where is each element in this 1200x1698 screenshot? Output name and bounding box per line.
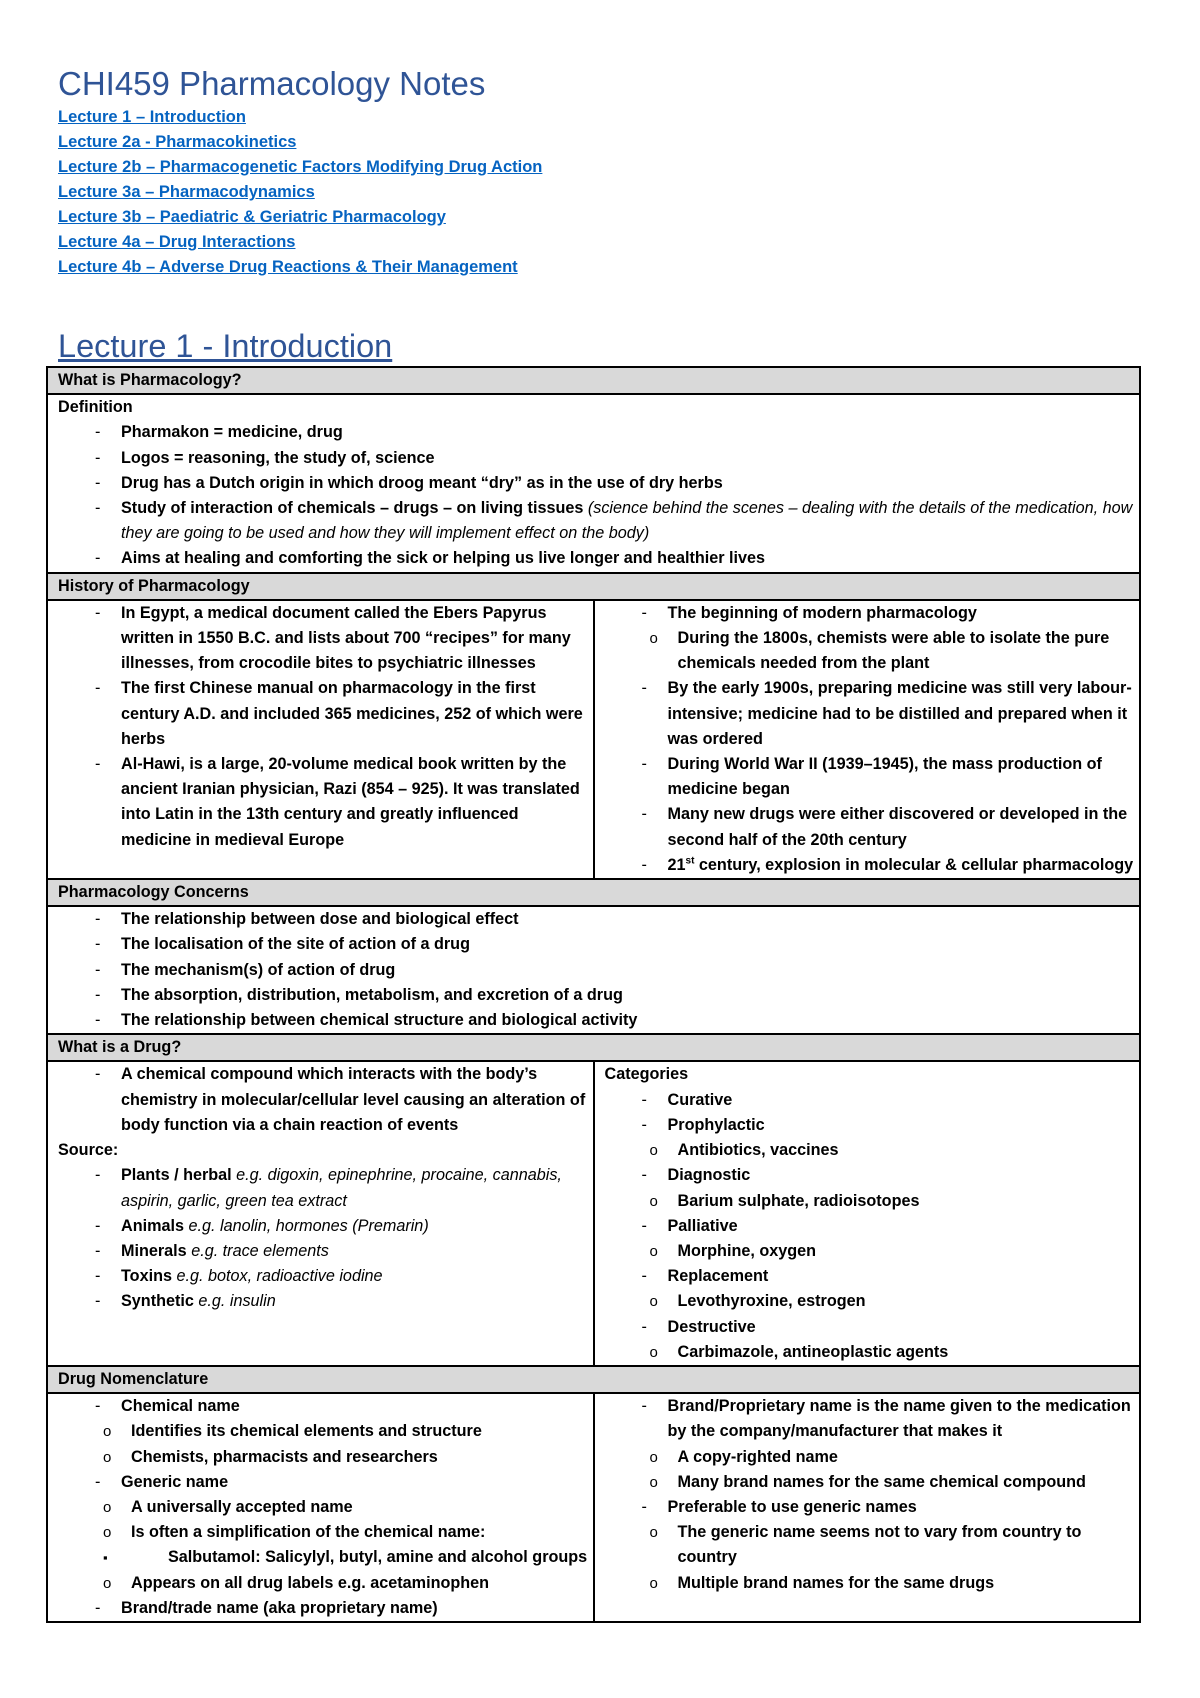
toc-link-lecture-1[interactable]: Lecture 1 – Introduction xyxy=(58,108,246,126)
category-name: Palliative xyxy=(667,1216,738,1235)
source-example: e.g. trace elements xyxy=(191,1241,329,1260)
list-item xyxy=(58,1394,589,1470)
section-header-history: History of Pharmacology xyxy=(47,573,1140,600)
list-item: - The relationship between dose and biological effect xyxy=(58,907,1135,932)
toc-link-lecture-4a[interactable]: Lecture 4a – Drug Interactions xyxy=(58,233,296,251)
toc-link-lecture-3a[interactable]: Lecture 3a – Pharmacodynamics xyxy=(58,183,315,201)
sub-list-item: o Chemists, pharmacists and researchers xyxy=(58,1445,589,1470)
item-text: Brand/Proprietary name is the name given to the medication by the company/manufacturer that makes it xyxy=(667,1397,1131,1441)
list-item: - Brand/trade name (aka proprietary name) xyxy=(58,1596,589,1621)
list-item: - The first Chinese manual on pharmacology in the first century A.D. and included 365 medicines, 252 of which were herbs xyxy=(58,676,589,752)
list-item: - The relationship between chemical structure and biological activity xyxy=(58,1008,1135,1033)
superscript: st xyxy=(685,855,695,867)
list-item xyxy=(58,1239,589,1264)
sub-list-item: o Levothyroxine, estrogen xyxy=(605,1289,1136,1314)
sub-list-item: o Barium sulphate, radioisotopes xyxy=(605,1189,1136,1214)
nomenclature-right-cell xyxy=(594,1393,1141,1622)
list-item xyxy=(58,1163,589,1213)
item-text: Chemical name xyxy=(121,1397,240,1416)
document-title: CHI459 Pharmacology Notes xyxy=(58,65,486,102)
section-header-nomenclature: Drug Nomenclature xyxy=(47,1366,1140,1393)
list-item: - Many new drugs were either discovered or developed in the second half of the 20th century xyxy=(605,802,1136,852)
list-item: - Aims at healing and comforting the sick or helping us live longer and healthier lives xyxy=(58,546,1135,571)
category-name: Diagnostic xyxy=(667,1166,751,1185)
sub-list-item: o Antibiotics, vaccines xyxy=(605,1138,1136,1163)
list-item xyxy=(605,1113,1136,1163)
list-item xyxy=(605,1163,1136,1213)
italic-note: (science behind the scenes – dealing with the details of the medication, how they are going to be used and how they will implement effect on the body) xyxy=(121,499,1133,543)
list-item: - In Egypt, a medical document called the Ebers Papyrus written in 1550 B.C. and lists about 700 “recipes” for many illnesses, from crocodile bites to psychiatric illnesses xyxy=(58,601,589,677)
sub-list-item: o Morphine, oxygen xyxy=(605,1239,1136,1264)
table-of-contents xyxy=(58,105,542,280)
list-item xyxy=(605,1495,1136,1596)
list-item: - The absorption, distribution, metabolism, and excretion of a drug xyxy=(58,983,1135,1008)
list-item: - The mechanism(s) of action of drug xyxy=(58,958,1135,983)
list-item xyxy=(605,601,1136,677)
list-item: - Drug has a Dutch origin in which droog meant “dry” as in the use of dry herbs xyxy=(58,471,1135,496)
list-item: - By the early 1900s, preparing medicine was still very labour-intensive; medicine had to be distilled and prepared when it was ordered xyxy=(605,676,1136,752)
sub-list-item: o A universally accepted name xyxy=(58,1495,589,1520)
list-item xyxy=(605,1315,1136,1365)
item-text: 21 xyxy=(667,855,686,874)
sub-list-item xyxy=(58,1520,589,1570)
item-text: century, explosion in molecular & cellular pharmacology xyxy=(694,855,1134,874)
definition-label: Definition xyxy=(58,398,133,417)
section-header-what-is-pharmacology: What is Pharmacology? xyxy=(47,367,1140,394)
category-name: Replacement xyxy=(667,1267,769,1286)
item-text: Generic name xyxy=(121,1472,229,1491)
list-item xyxy=(605,853,1136,878)
item-text: The beginning of modern pharmacology xyxy=(667,603,977,622)
section-header-what-is-drug: What is a Drug? xyxy=(47,1034,1140,1061)
sub-list-item: o A copy-righted name xyxy=(605,1445,1136,1470)
source-example: e.g. digoxin, epinephrine, procaine, cannabis, aspirin, garlic, green tea extract xyxy=(121,1166,562,1210)
source-name: Animals xyxy=(121,1216,189,1235)
list-item xyxy=(58,1289,589,1314)
definition-cell xyxy=(47,394,1140,572)
sub-list-item: o Many brand names for the same chemical compound xyxy=(605,1470,1136,1495)
toc-link-lecture-4b[interactable]: Lecture 4b – Adverse Drug Reactions & Their Management xyxy=(58,258,518,276)
list-item: - The localisation of the site of action of a drug xyxy=(58,932,1135,957)
concerns-cell xyxy=(47,906,1140,1034)
sub-list-item: o Identifies its chemical elements and structure xyxy=(58,1419,589,1444)
list-item: - Pharmakon = medicine, drug xyxy=(58,420,1135,445)
drug-left-cell xyxy=(47,1061,594,1365)
source-name: Synthetic xyxy=(121,1292,199,1311)
sub-list-item: o Multiple brand names for the same drugs xyxy=(605,1571,1136,1596)
list-item: - Al-Hawi, is a large, 20-volume medical book written by the ancient Iranian physician, Razi (854 – 925). It was translated into Latin in the 13th century and greatly influenced medicine in medieval Europe xyxy=(58,752,589,853)
item-text: Study of interaction of chemicals – drugs – on living tissues xyxy=(121,499,588,518)
source-example: e.g. insulin xyxy=(198,1292,276,1311)
sub-list-item: o The generic name seems not to vary from country to country xyxy=(605,1520,1136,1570)
categories-label: Categories xyxy=(604,1065,689,1084)
list-item: - Logos = reasoning, the study of, science xyxy=(58,446,1135,471)
list-item xyxy=(58,1470,589,1596)
category-name: Prophylactic xyxy=(667,1115,765,1134)
lecture-1-notes-table xyxy=(46,366,1141,1623)
source-example: e.g. botox, radioactive iodine xyxy=(176,1267,383,1286)
source-name: Toxins xyxy=(121,1267,177,1286)
source-example: e.g. lanolin, hormones (Premarin) xyxy=(188,1216,429,1235)
toc-link-lecture-3b[interactable]: Lecture 3b – Paediatric & Geriatric Pharmacology xyxy=(58,208,446,226)
nomenclature-left-cell xyxy=(47,1393,594,1622)
list-item xyxy=(58,1264,589,1289)
list-item xyxy=(58,496,1135,546)
lecture-1-heading: Lecture 1 - Introduction xyxy=(58,328,393,364)
category-name: Destructive xyxy=(667,1317,756,1336)
sub-sub-list-item: ▪ Salbutamol: Salicylyl, butyl, amine and alcohol groups xyxy=(58,1545,589,1570)
sub-list-item: o Appears on all drug labels e.g. acetaminophen xyxy=(58,1571,589,1596)
sub-list-item: o Carbimazole, antineoplastic agents xyxy=(605,1340,1136,1365)
item-text: Preferable to use generic names xyxy=(667,1497,917,1516)
item-text: Is often a simplification of the chemical name: xyxy=(131,1523,486,1542)
sub-list-item: o During the 1800s, chemists were able to isolate the pure chemicals needed from the plant xyxy=(605,626,1136,676)
list-item xyxy=(605,1264,1136,1314)
list-item: - Curative xyxy=(605,1088,1136,1113)
history-left-cell xyxy=(47,600,594,879)
toc-link-lecture-2b[interactable]: Lecture 2b – Pharmacogenetic Factors Modifying Drug Action xyxy=(58,158,543,176)
drug-right-cell xyxy=(594,1061,1141,1365)
source-label: Source: xyxy=(58,1141,119,1160)
list-item xyxy=(605,1394,1136,1495)
source-name: Minerals xyxy=(121,1241,192,1260)
list-item xyxy=(605,1214,1136,1264)
section-header-concerns: Pharmacology Concerns xyxy=(47,879,1140,906)
list-item xyxy=(58,1214,589,1239)
history-right-cell xyxy=(594,600,1141,879)
list-item: - During World War II (1939–1945), the mass production of medicine began xyxy=(605,752,1136,802)
source-name: Plants / herbal xyxy=(121,1166,237,1185)
toc-link-lecture-2a[interactable]: Lecture 2a - Pharmacokinetics xyxy=(58,133,297,151)
list-item: - A chemical compound which interacts with the body’s chemistry in molecular/cellular level causing an alteration of body function via a chain reaction of events xyxy=(58,1062,589,1138)
